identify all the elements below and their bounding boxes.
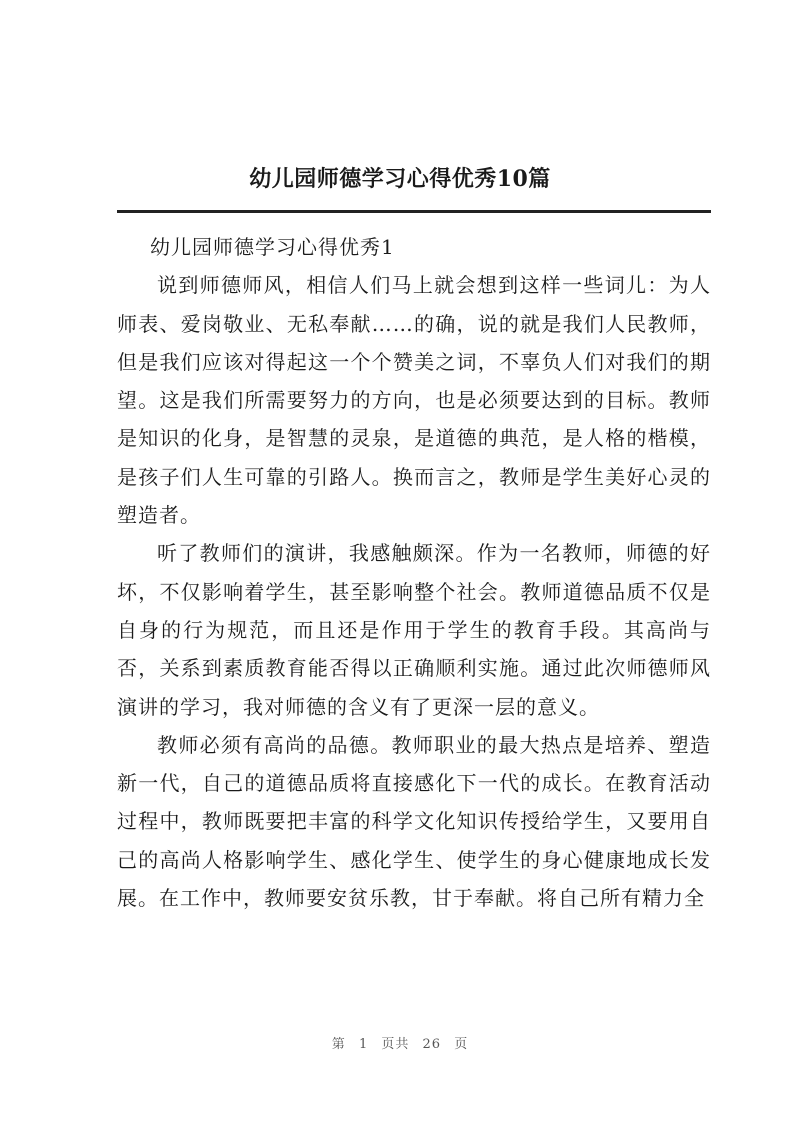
footer-middle: 页共	[381, 1037, 410, 1052]
paragraph-1: 说到师德师风，相信人们马上就会想到这样一些词儿：为人师表、爱岗敬业、无私奉献……的确，说的就是我们人民教师，但是我们应该对得起这一个个赞美之词，不辜负人们对我们的期望。这是我们所需要努力的方向，也是必须要达到的目标。教师是知识的化身，是智慧的灵泉，是道德的典范，是人格的楷模，是孩子们人生可靠的引路人。换而言之，教师是学生美好心灵的塑造者。	[117, 273, 711, 528]
section-subheading: 幼儿园师德学习心得优秀1	[150, 235, 395, 259]
document-title: 幼儿园师德学习心得优秀10篇	[249, 166, 551, 192]
paragraph-3: 教师必须有高尚的品德。教师职业的最大热点是培养、塑造新一代，自己的道德品质将直接感化下一代的成长。在教育活动过程中，教师既要把丰富的科学文化知识传授给学生，又要用自己的高尚人格影响学生、感化学生、使学生的身心健康地成长发展。在工作中，教师要安贫乐教，甘于奉献。将自己所有精力全	[117, 732, 711, 911]
footer-suffix: 页	[454, 1037, 469, 1052]
footer-prefix: 第	[331, 1037, 346, 1052]
page-footer	[0, 1033, 800, 1052]
footer-total-pages: 26	[422, 1037, 442, 1052]
paragraph-2: 听了教师们的演讲，我感触颇深。作为一名教师，师德的好坏，不仅影响着学生，甚至影响整个社会。教师道德品质不仅是自身的行为规范，而且还是作用于学生的教育手段。其高尚与否，关系到素质教育能否得以正确顺利实施。通过此次师德师风演讲的学习，我对师德的含义有了更深一层的意义。	[117, 541, 711, 719]
document-body	[117, 228, 711, 917]
title-divider	[117, 210, 711, 213]
footer-page-number: 1	[358, 1037, 369, 1052]
